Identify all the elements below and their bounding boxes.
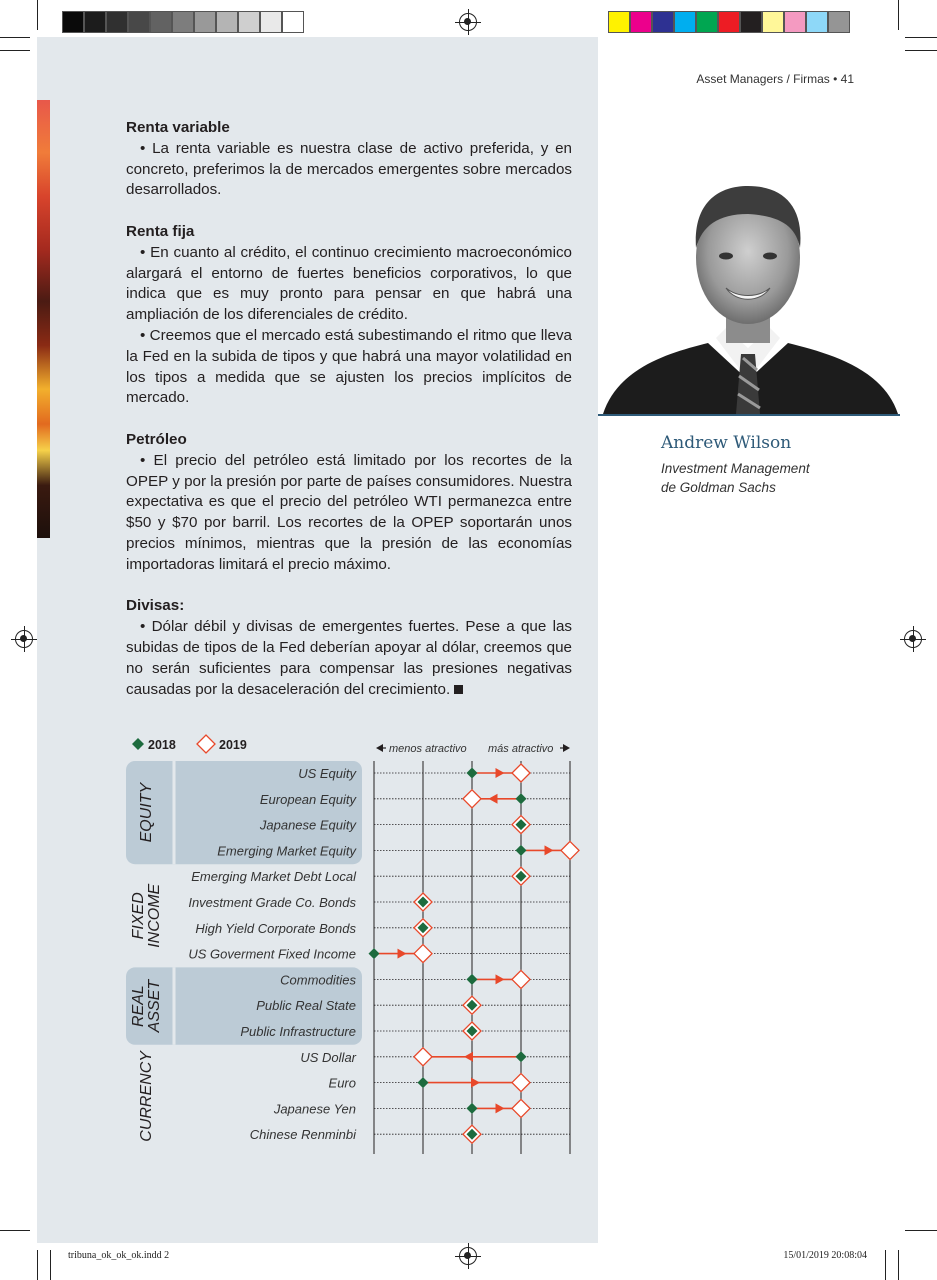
section-heading: Renta variable [126, 119, 230, 136]
crop-mark [37, 1250, 38, 1280]
section-heading: Petróleo [126, 430, 187, 448]
row-label: Chinese Renminbi [249, 1127, 356, 1143]
crop-mark [885, 1250, 886, 1280]
marker-2018 [418, 1077, 429, 1088]
paragraph-text: • Dólar débil y divisas de emergentes fuertes. Pese a que las subidas de tipos de la Fed deberían apoyar al dólar, creemos que no serán suficientes para compensar las presiones negativas causadas por la desaceleración del crecimiento. [126, 618, 572, 698]
crop-mark [905, 50, 937, 51]
grayscale-color-bar [62, 11, 304, 35]
change-arrow-icon [464, 1052, 473, 1062]
marker-2019 [512, 1074, 530, 1092]
crop-mark [50, 1250, 51, 1280]
color-swatch [216, 11, 238, 33]
row-label: Emerging Market Equity [217, 843, 356, 859]
row-label: European Equity [259, 791, 356, 807]
arrow-left-icon [376, 744, 383, 752]
change-arrow-icon [471, 1078, 480, 1088]
group-label: FIXEDINCOME [130, 883, 163, 948]
marker-2018 [369, 948, 380, 959]
color-swatch [106, 11, 128, 33]
portrait-photo [598, 148, 900, 414]
color-swatch [784, 11, 806, 33]
section-divisas [126, 596, 572, 700]
person-role-line: Investment Management [661, 461, 810, 476]
color-swatch [652, 11, 674, 33]
registration-mark-icon [15, 630, 33, 648]
person-role-line: de Goldman Sachs [661, 480, 776, 495]
registration-mark-icon [459, 1247, 477, 1265]
legend-2019-label: 2019 [219, 738, 247, 752]
paragraph: • El precio del petróleo está limitado por los recortes de la OPEP y por la presión por parte de países consumidores. Nuestra expectativa es que el precio del petróleo WTI permanezca entre $50 y $70 por barril. Los recortes de la OPEP soportarán unos precios mínimos, mientras que la presión de las economías importadoras limitará el precio máximo. [126, 451, 572, 573]
axis-left-label: menos atractivo [389, 743, 467, 755]
color-swatch [150, 11, 172, 33]
color-swatch [806, 11, 828, 33]
color-swatch [172, 11, 194, 33]
registration-mark-icon [904, 630, 922, 648]
color-swatch [828, 11, 850, 33]
crop-mark [37, 0, 38, 30]
crop-mark [905, 37, 937, 38]
marker-2018 [516, 1051, 527, 1062]
axis-right-label: más atractivo [488, 743, 554, 755]
row-label: Japanese Equity [259, 817, 356, 833]
marker-2018 [516, 793, 527, 804]
marker-2018 [467, 974, 478, 985]
registration-mark-icon [459, 13, 477, 31]
portrait-underline [598, 414, 900, 416]
row-label: Euro [328, 1075, 356, 1091]
group-label: REALASSET [130, 979, 163, 1033]
marker-2019 [463, 790, 481, 808]
paragraph: • Creemos que el mercado está subestimando el ritmo que lleva la Fed en la subida de tipos y que habrá una mayor volatilidad en los tipos a medida que se ajusten los precios implícitos de mercado. [126, 326, 572, 407]
color-swatch [282, 11, 304, 33]
footer-file-name: tribuna_ok_ok_ok.indd 2 [68, 1250, 170, 1261]
asset-allocation-chart [120, 730, 590, 1160]
arrow-right-icon [563, 744, 570, 752]
row-label: High Yield Corporate Bonds [195, 920, 356, 936]
marker-2019 [414, 1048, 432, 1066]
color-swatch [194, 11, 216, 33]
end-of-article-icon [454, 685, 463, 694]
crop-mark [0, 1230, 30, 1231]
change-arrow-icon [496, 768, 505, 778]
footer-timestamp: 15/01/2019 20:08:04 [783, 1250, 867, 1261]
person-role [661, 459, 810, 497]
group-label: EQUITY [138, 782, 155, 843]
color-swatch [238, 11, 260, 33]
crop-mark [0, 50, 30, 51]
group-label: CURRENCY [138, 1051, 155, 1142]
row-label: Japanese Yen [273, 1101, 356, 1117]
color-swatch [696, 11, 718, 33]
change-arrow-icon [545, 845, 554, 855]
section-petroleo [126, 430, 572, 576]
row-label: Commodities [280, 972, 356, 988]
change-arrow-icon [489, 794, 498, 804]
row-label: US Equity [298, 766, 356, 781]
marker-2019 [512, 764, 530, 782]
running-head: Asset Managers / Firmas • 41 [696, 72, 854, 86]
change-arrow-icon [398, 949, 407, 959]
color-swatch [128, 11, 150, 33]
color-swatch [740, 11, 762, 33]
crop-mark [898, 0, 899, 30]
marker-2019 [414, 945, 432, 963]
person-name: Andrew Wilson [661, 433, 792, 453]
color-swatch [62, 11, 84, 33]
marker-2019 [512, 1099, 530, 1117]
section-heading: Renta fija [126, 222, 195, 240]
marker-2019 [561, 841, 579, 859]
process-color-bar [608, 11, 850, 35]
row-label: Public Infrastructure [240, 1024, 356, 1039]
legend-2018-label: 2018 [148, 738, 176, 752]
portrait-illustration [598, 148, 900, 414]
crop-mark [898, 1250, 899, 1280]
row-label: US Goverment Fixed Income [188, 946, 356, 962]
paragraph [126, 617, 572, 700]
marker-2019 [512, 970, 530, 988]
paragraph: • En cuanto al crédito, el continuo crecimiento macroeconómico alargará el entorno de fuertes beneficios corporativos, lo que indica que es muy pronto para pensar en que habrá una ampliación de los diferenciales de crédito. [126, 243, 572, 324]
section-renta-fija [126, 222, 572, 409]
section-heading: Divisas: [126, 597, 185, 615]
legend-2018-marker [132, 738, 144, 750]
marker-2018 [467, 1103, 478, 1114]
color-swatch [762, 11, 784, 33]
row-label: Emerging Market Debt Local [191, 869, 356, 885]
color-swatch [260, 11, 282, 33]
color-swatch [718, 11, 740, 33]
row-label: US Dollar [300, 1049, 356, 1065]
change-arrow-icon [496, 974, 505, 984]
crop-mark [905, 1230, 937, 1231]
paragraph: • La renta variable es nuestra clase de activo preferida, y en concreto, preferimos la de mercados emergentes sobre mercados desarrollados. [126, 139, 572, 199]
section-renta-variable [126, 118, 572, 201]
color-swatch [84, 11, 106, 33]
legend-2019-marker [197, 735, 215, 753]
article-body [126, 118, 572, 721]
crop-mark [0, 37, 30, 38]
decorative-image-strip [37, 100, 50, 538]
color-swatch [674, 11, 696, 33]
color-swatch [608, 11, 630, 33]
row-label: Public Real State [256, 998, 356, 1014]
marker-2018 [467, 768, 478, 779]
change-arrow-icon [496, 1103, 505, 1113]
row-label: Investment Grade Co. Bonds [188, 895, 356, 910]
marker-2018 [516, 845, 527, 856]
color-swatch [630, 11, 652, 33]
